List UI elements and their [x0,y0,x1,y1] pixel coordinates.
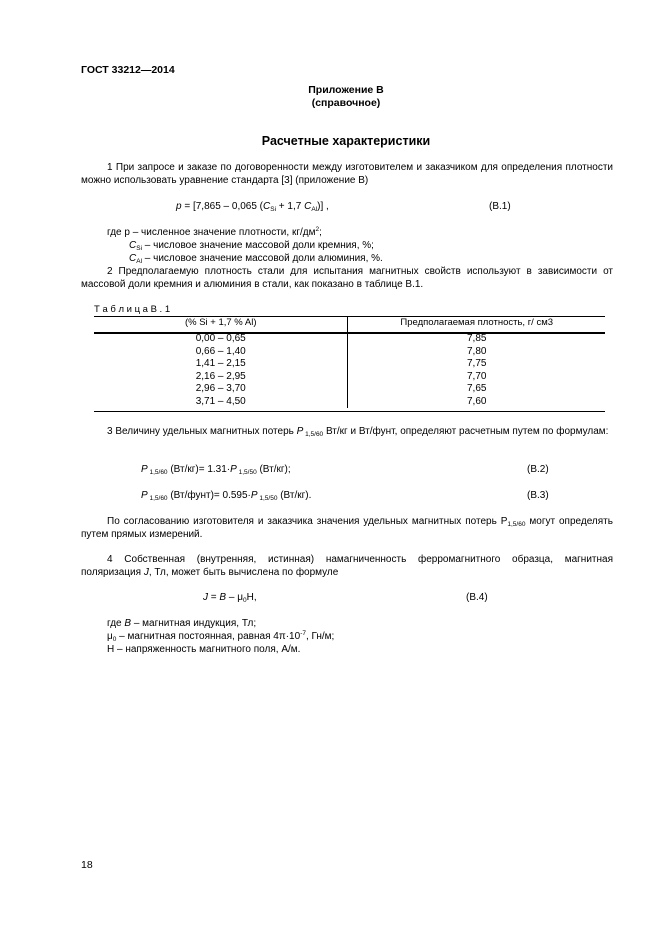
table-cell: 7,70 [466,370,487,382]
doc-code: ГОСТ 33212—2014 [81,64,175,76]
table-cell: 7,80 [466,345,487,357]
equation-b1: p = [7,865 – 0,065 ($C_{Si} + 1,7$ $C_{Al}$)] , [176,201,329,213]
where2-field-strength: Н – напряженность магнитного поля, А/м. [107,644,301,655]
table-cell: 0,66 – 1,40 [94,346,348,359]
table-row [94,333,605,346]
density-table [94,317,605,408]
equation-b3: P $_{1,5/60}$ (Вт/фунт)= 0.595·P $_{1,5/50}$ (Вт/кг). [141,490,312,502]
equation-b2: P $_{1,5/60}$ (Вт/кг)= 1.31·P $_{1,5/50}$ (Вт/кг); [141,464,291,476]
table-row [94,371,605,384]
paragraph-5: 4 Собственная (внутренняя, истинная) намагниченность ферромагнитного образца, магнитная поляризация J, Тл, может быть вычислена по формуле [81,554,613,578]
table-cell: 2,16 – 2,95 [94,371,348,384]
equation-b4-number: (В.4) [466,592,488,603]
table-header-cell: Предполагаемая плотность, г/ см3 [400,317,554,329]
where2-induction: где B – магнитная индукция, Тл; [107,618,257,629]
equation-b1-number: (В.1) [489,201,511,212]
equation-b2-number: (В.2) [527,464,549,475]
table-header-cell: (% Si + 1,7 % Al) [94,317,348,330]
table-caption: Т а б л и ц а В . 1 [94,304,171,315]
table-bottom-rule [94,411,605,412]
table-cell: 2,96 – 3,70 [94,383,348,396]
appendix-subtitle: (справочное) [311,97,381,109]
paragraph-2: 2 Предполагаемую плотность стали для испытания магнитных свойств используют в зависимости от массовой доли кремния и алюминия в стали, как показано в таблице В.1. [81,266,613,290]
table-row [94,383,605,396]
where1-density: где р – численное значение плотности, $кг/дм^2$; [107,226,322,238]
table-cell: 7,85 [466,333,487,344]
table-cell: 7,60 [466,395,487,407]
paragraph-3: 3 Величину удельных магнитных потерь P $_{1,5/60}$ Вт/кг и Вт/фунт, определяют расчетным путем по формулам: [107,426,609,438]
page-number: 18 [81,859,93,871]
where1-aluminium: $C_{Al}$ – числовое значение массовой доли алюминия, %. [129,253,383,265]
where2-constant: $\mu_0$ – магнитная постоянная, равная $4\pi\cdot 10^{-7}$, Гн/м; [107,630,335,643]
table-cell: 7,65 [466,383,487,394]
where1-silicon: $C_{Si}$ – числовое значение массовой доли кремния, %; [129,240,374,252]
table-cell: 7,75 [466,358,487,369]
equation-b3-number: (В.3) [527,490,549,501]
table-row [94,358,605,371]
appendix-title: Приложение В [308,84,384,96]
paragraph-1: 1 При запросе и заказе по договоренности между изготовителем и заказчиком для определения плотности можно использовать уравнение стандарта [3] (приложение В) [81,162,613,186]
table-row [94,396,605,409]
table-row [94,346,605,359]
table-cell: 1,41 – 2,15 [94,358,348,371]
equation-b4: $J = B - \mu_0H$, [203,592,257,604]
paragraph-4: По согласованию изготовителя и заказчика значения удельных магнитных потерь $Р_{1,5/60}$ могут определять путем прямых измерений. [81,516,613,540]
table-cell: 0,00 – 0,65 [94,333,348,346]
table-cell: 3,71 – 4,50 [94,396,348,409]
table-header-row [94,317,605,330]
appendix-heading: Расчетные характеристики [261,134,431,148]
